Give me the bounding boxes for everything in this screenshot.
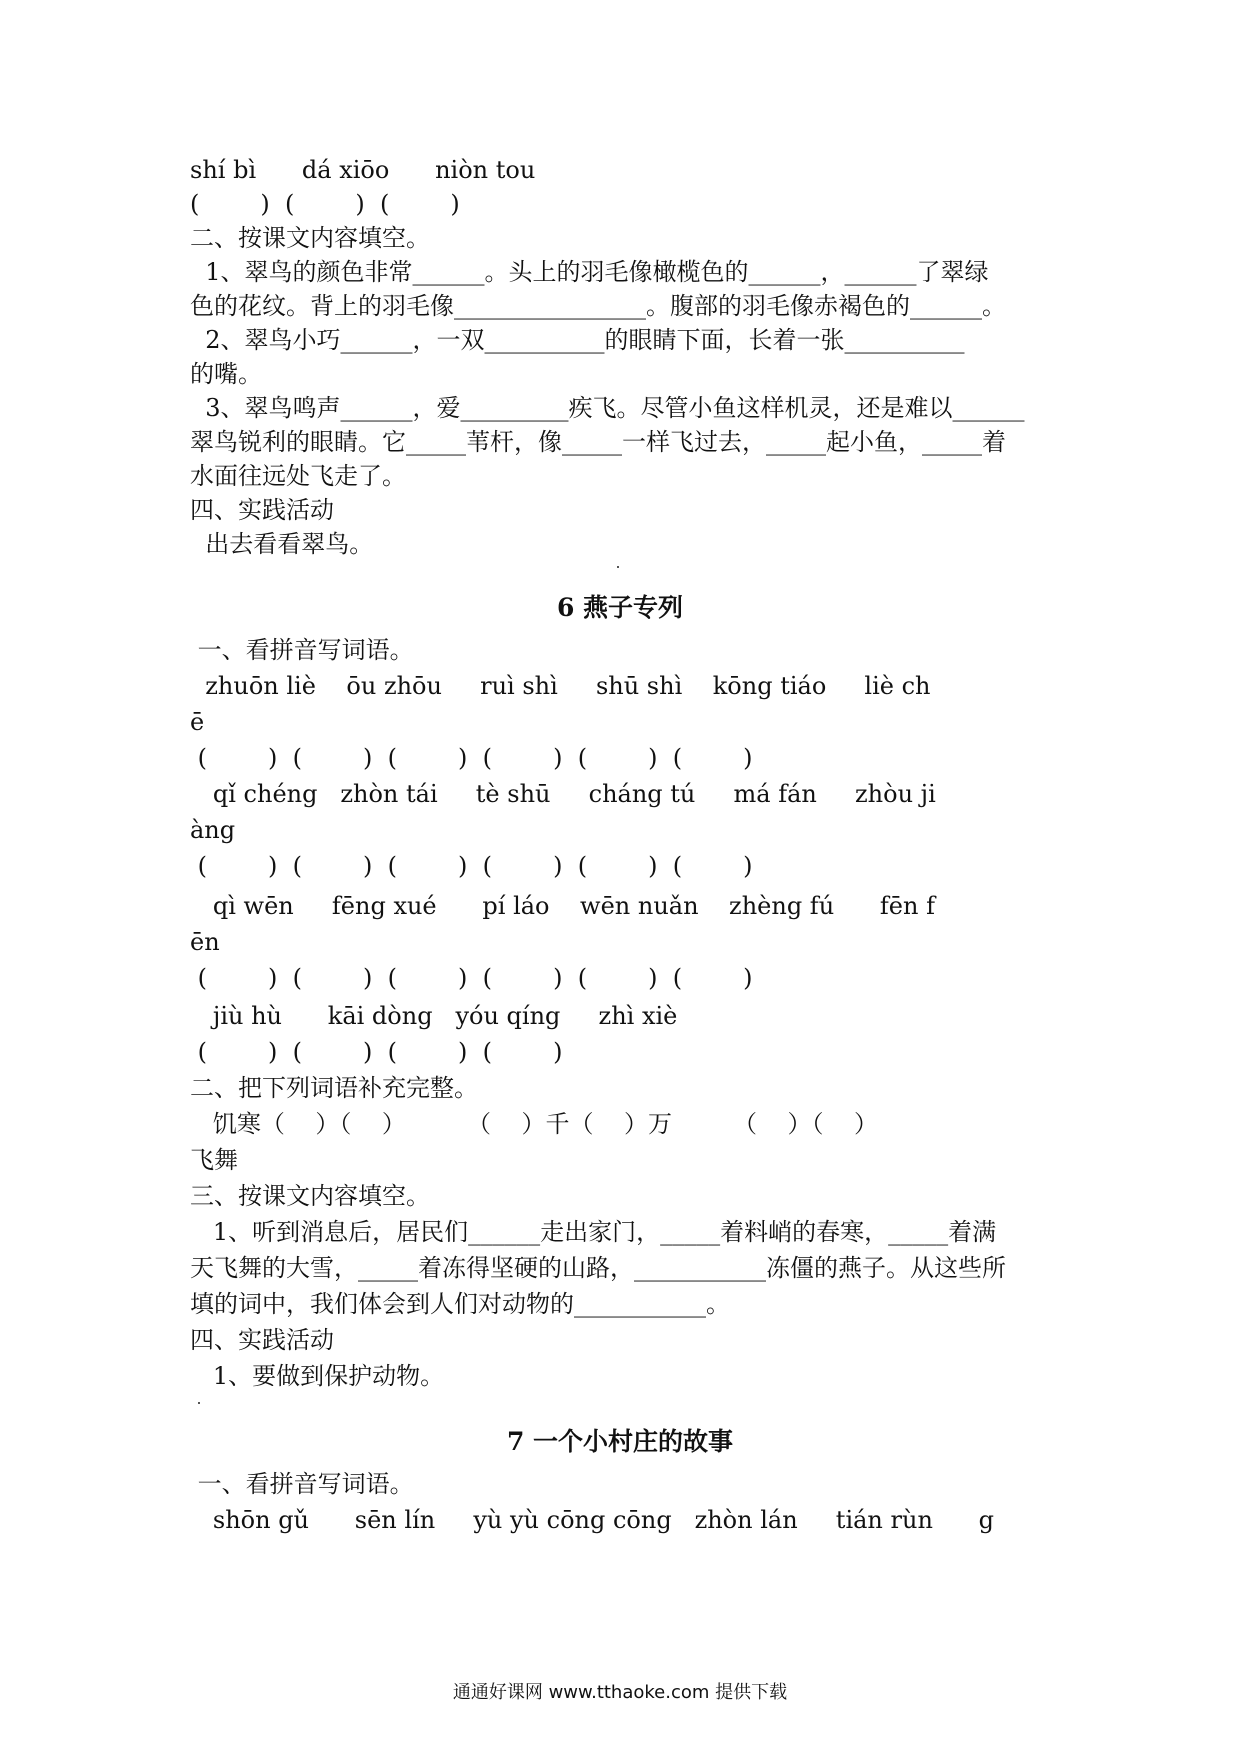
fill-blank-line: 3、翠鸟鸣声______，爱_________疾飞。尽管小鱼这样机灵，还是难以______ [190,394,1025,422]
lesson-title: 6 燕子专列 [556,593,684,622]
pinyin-row: qì wēn fēng xué pí láo wēn nuǎn zhèng fú fēn f [190,892,935,920]
fill-blank-line: 2、翠鸟小巧______，一双__________的眼睛下面，长着一张__________ [190,326,965,354]
page-footer: 通通好课网 www.tthaoke.com 提供下载 [452,1682,788,1703]
pinyin-row: shōn gǔ sēn lín yù yù cōng cōng zhòn lán tián rùn g [190,1506,995,1534]
idiom-completion-line: 饥寒（ ）（ ） （ ）千（ ）万 （ ）（ ） [190,1110,879,1138]
pinyin-row: qǐ chéng zhòn tái tè shū cháng tú má fán zhòu ji [190,780,936,808]
fill-blank-line: 色的花纹。背上的羽毛像________________。腹部的羽毛像赤褐色的______。 [190,292,1006,320]
fill-blank-line: 1、翠鸟的颜色非常______。头上的羽毛像橄榄色的______，______了翠绿 [190,258,989,286]
answer-parentheses-row: ( ) ( ) ( ) ( ) ( ) ( ) [190,852,753,880]
pinyin-row: jiù hù kāi dòng yóu qíng zhì xiè [190,1002,678,1030]
fill-blank-line: 的嘴。 [190,360,262,388]
idiom-completion-line: 飞舞 [190,1146,238,1174]
activity-line: 1、要做到保护动物。 [190,1362,445,1390]
answer-parentheses-row: ( ) ( ) ( ) ( ) ( ) ( ) [190,744,753,772]
fill-blank-line: 1、听到消息后，居民们______走出家门，_____着料峭的春寒，_____着满 [190,1218,997,1246]
answer-parentheses-row: ( ) ( ) ( ) ( ) [190,1038,563,1066]
section-heading: 二、把下列词语补充完整。 [190,1074,478,1102]
section-heading: 三、按课文内容填空。 [190,1182,430,1210]
activity-line: 出去看看翠鸟。 [190,530,374,558]
pinyin-row: zhuōn liè ōu zhōu ruì shì shū shì kōng tiáo liè ch [190,672,931,700]
pinyin-row-wrap: ē [190,708,205,736]
pinyin-row: shí bì dá xiōo niòn tou [190,156,536,184]
section-heading: 四、实践活动 [190,496,334,524]
pinyin-row-wrap: àng [190,816,236,844]
section-heading: 一、看拼音写词语。 [190,636,414,664]
section-heading: 二、按课文内容填空。 [190,224,430,252]
fill-blank-line: 翠鸟锐利的眼睛。它_____苇杆，像_____一样飞过去，_____起小鱼，_____着 [190,428,1006,456]
answer-parentheses-row: ( ) ( ) ( ) ( ) ( ) ( ) [190,964,753,992]
fill-blank-line: 水面往远处飞走了。 [190,462,406,490]
scan-speck [617,566,619,568]
pinyin-row-wrap: ēn [190,928,220,956]
answer-parentheses-row: ( ) ( ) ( ) [190,190,460,218]
scan-speck [198,1402,200,1404]
fill-blank-line: 天飞舞的大雪，_____着冻得坚硬的山路，___________冻僵的燕子。从这些所 [190,1254,1006,1282]
fill-blank-line: 填的词中，我们体会到人们对动物的___________。 [190,1290,730,1318]
lesson-title: 7 一个小村庄的故事 [506,1427,734,1456]
section-heading: 四、实践活动 [190,1326,334,1354]
section-heading: 一、看拼音写词语。 [190,1470,414,1498]
